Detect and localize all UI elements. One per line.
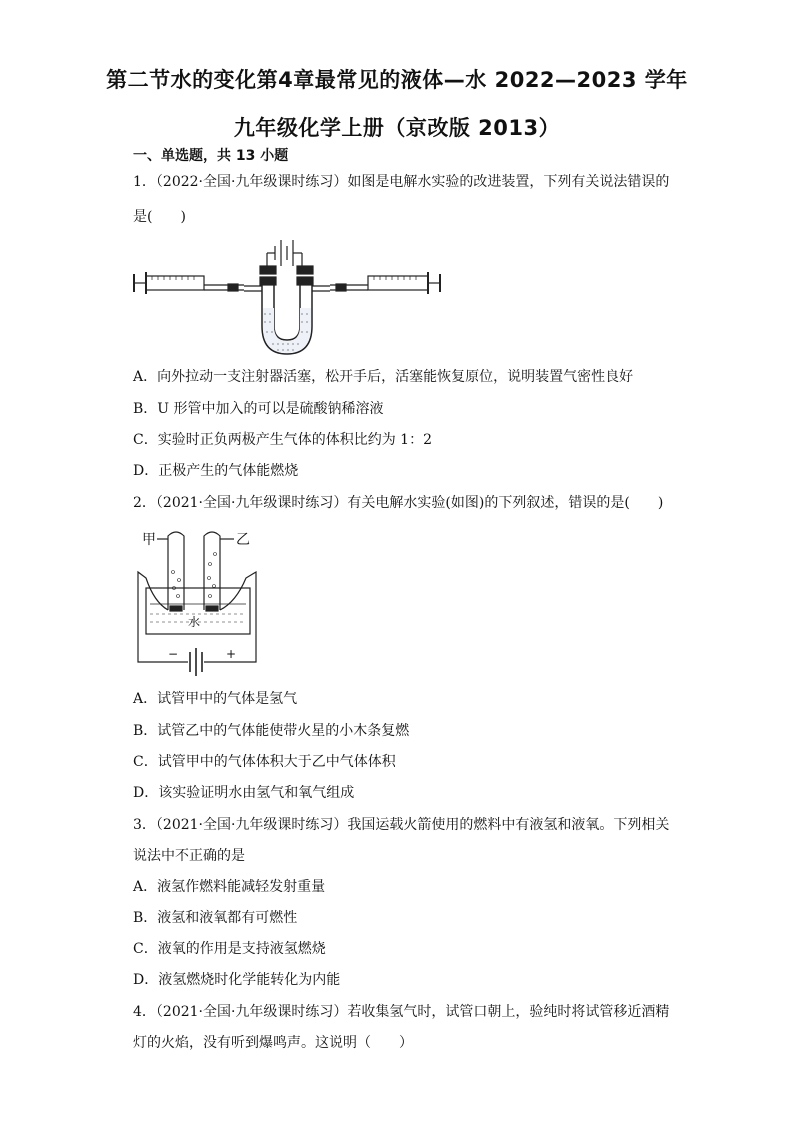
q2-option-d: D．该实验证明水由氢气和氧气组成 bbox=[133, 785, 355, 801]
q1-electrolysis-u-tube-figure bbox=[132, 236, 444, 360]
q2-label-water: 水 bbox=[188, 615, 201, 629]
q2-option-c: C．试管甲中的气体体积大于乙中气体体积 bbox=[133, 754, 396, 770]
q3-option-c: C．液氧的作用是支持液氢燃烧 bbox=[133, 941, 326, 957]
q1-option-b: B．U 形管中加入的可以是硫酸钠稀溶液 bbox=[133, 401, 384, 417]
doc-title-line2: 九年级化学上册（京改版 2013） bbox=[233, 116, 561, 140]
q3-stem-line2: 说法中不正确的是 bbox=[133, 848, 245, 864]
q2-label-plus: + bbox=[226, 647, 237, 661]
q1-option-d: D．正极产生的气体能燃烧 bbox=[133, 463, 299, 479]
q3-option-d: D．液氢燃烧时化学能转化为内能 bbox=[133, 972, 341, 988]
q2-electrolysis-tubes-figure bbox=[132, 522, 264, 678]
q3-stem-line1: 3．（2021·全国·九年级课时练习）我国运载火箭使用的燃料中有液氢和液氧。下列相关 bbox=[133, 817, 670, 833]
q2-label-minus: − bbox=[168, 647, 179, 661]
q4-stem-line1: 4．（2021·全国·九年级课时练习）若收集氢气时，试管口朝上，验纯时将试管移近酒精 bbox=[133, 1004, 670, 1020]
q2-stem-line1: 2．（2021·全国·九年级课时练习）有关电解水实验(如图)的下列叙述，错误的是( ) bbox=[133, 495, 664, 511]
doc-title-line1: 第二节水的变化第4章最常见的液体—水 2022—2023 学年 bbox=[106, 68, 688, 92]
q2-option-a: A．试管甲中的气体是氢气 bbox=[133, 691, 298, 707]
q1-stem-line2: 是( ) bbox=[133, 209, 186, 225]
q2-label-right: 乙 bbox=[236, 532, 250, 548]
q1-option-a: A．向外拉动一支注射器活塞，松开手后，活塞能恢复原位，说明装置气密性良好 bbox=[133, 369, 634, 385]
q1-option-c: C．实验时正负两极产生气体的体积比约为 1：2 bbox=[133, 432, 432, 448]
q3-option-b: B．液氢和液氧都有可燃性 bbox=[133, 910, 298, 926]
q3-option-a: A．液氢作燃料能减轻发射重量 bbox=[133, 879, 326, 895]
q2-option-b: B．试管乙中的气体能使带火星的小木条复燃 bbox=[133, 723, 410, 739]
section-heading: 一、单选题，共 13 小题 bbox=[133, 148, 289, 164]
q2-label-left: 甲 bbox=[142, 532, 156, 548]
q4-stem-line2: 灯的火焰，没有听到爆鸣声。这说明（ ） bbox=[133, 1035, 413, 1051]
q1-stem-line1: 1．（2022·全国·九年级课时练习）如图是电解水实验的改进装置，下列有关说法错误的 bbox=[133, 174, 670, 190]
